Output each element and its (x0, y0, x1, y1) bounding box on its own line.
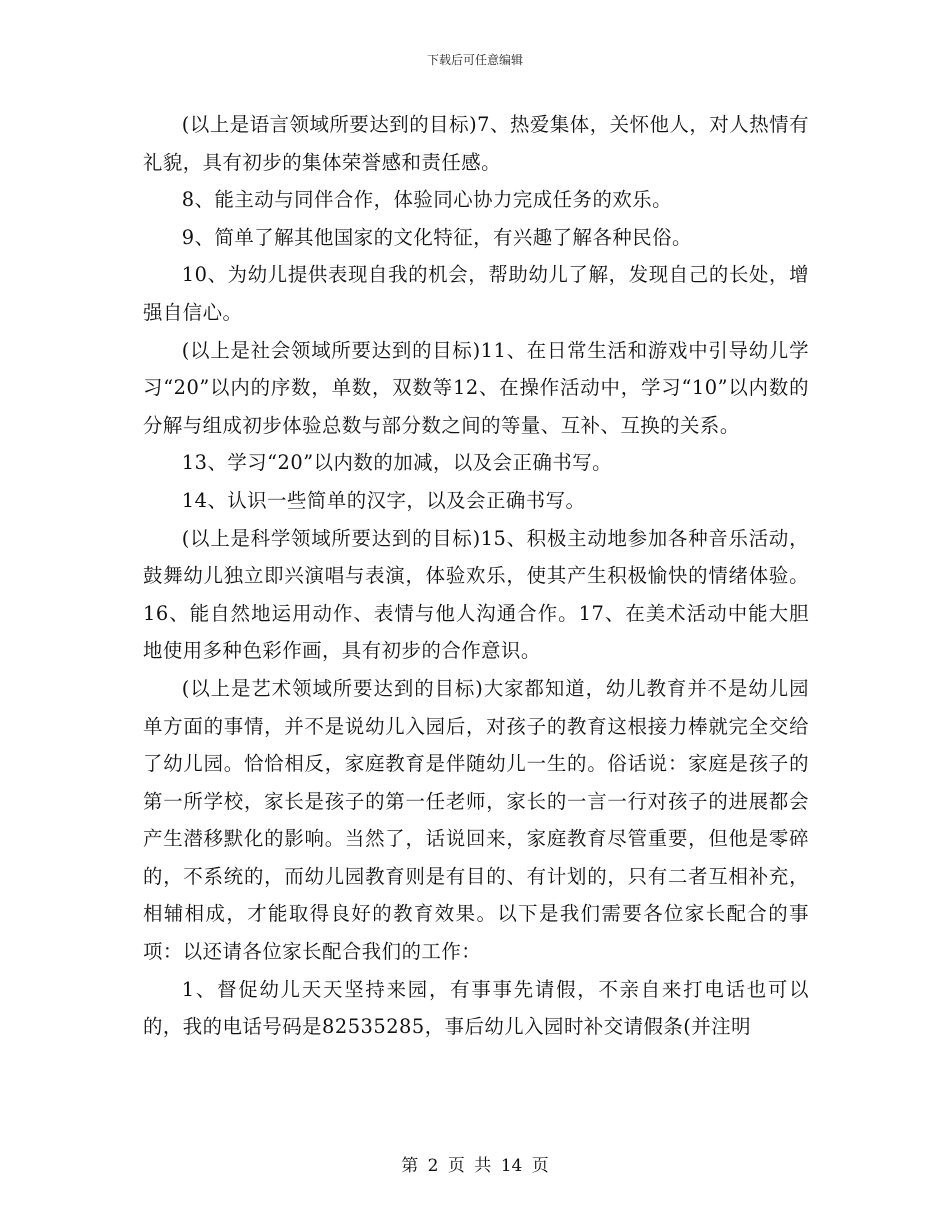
paragraph: 9、简单了解其他国家的文化特征，有兴趣了解各种民俗。 (181, 225, 692, 249)
paragraph: 1、督促幼儿天天坚持来园，有事事先请假，不亲自来打电话也可以的，我的电话号码是82535285，事后幼儿入园时补交请假条(并注明 (143, 977, 809, 1039)
page-header: 下载后可任意编辑 (426, 53, 523, 67)
document-body (143, 106, 809, 1046)
paragraph: (以上是艺术领域所要达到的目标)大家都知道，幼儿教育并不是幼儿园单方面的事情，并不是说幼儿入园后，对孩子的教育这根接力棒就完全交给了幼儿园。恰恰相反，家庭教育是伴随幼儿一生的。俗话说：家庭是孩子的第一所学校，家长是孩子的第一任老师，家长的一言一行对孩子的进展都会产生潜移默化的影响。当然了，话说回来，家庭教育尽管重要，但他是零碎的，不系统的，而幼儿园教育则是有目的、有计划的，只有二者互相补充，相辅相成，才能取得良好的教育效果。以下是我们需要各位家长配合的事项：以还请各位家长配合我们的工作： (143, 676, 809, 964)
paragraph: 10、为幼儿提供表现自我的机会，帮助幼儿了解，发现自己的长处，增强自信心。 (143, 263, 809, 324)
paragraph: (以上是社会领域所要达到的目标)11、在日常生活和游戏中引导幼儿学习“20”以内的序数，单数，双数等12、在操作活动中，学习“10”以内数的分解与组成初步体验总数与部分数之间的等量、互补、互换的关系。 (143, 338, 809, 437)
paragraph: (以上是语言领域所要达到的目标)7、热爱集体，关怀他人，对人热情有礼貌，具有初步的集体荣誉感和责任感。 (143, 113, 809, 174)
page-footer: 第 2 页 共 14 页 (401, 1156, 549, 1176)
paragraph: 13、学习“20”以内数的加减，以及会正确书写。 (181, 451, 613, 475)
paragraph: (以上是科学领域所要达到的目标)15、积极主动地参加各种音乐活动，鼓舞幼儿独立即兴演唱与表演，体验欢乐，使其产生积极愉快的情绪体验。16、能自然地运用动作、表情与他人沟通合作。17、在美术活动中能大胆地使用多种色彩作画，具有初步的合作意识。 (143, 526, 809, 663)
paragraph: 8、能主动与同伴合作，体验同心协力完成任务的欢乐。 (181, 188, 673, 212)
paragraph: 14、认识一些简单的汉字，以及会正确书写。 (181, 488, 586, 512)
